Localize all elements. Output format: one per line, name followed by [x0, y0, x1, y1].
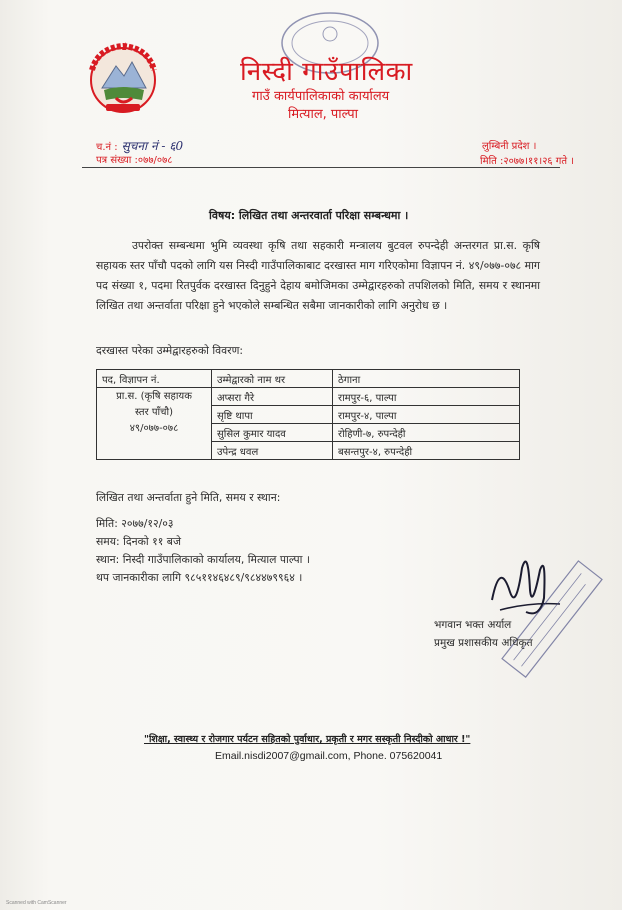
candidate-address: रोहिणी-७, रुपन्देही [333, 424, 520, 442]
letter-date: मिति :२०७७।११।२६ गते । [480, 156, 575, 167]
post-cell [97, 388, 212, 460]
letter-subject: विषय: लिखित तथा अन्तरवार्ता परिक्षा सम्बन्धमा । [209, 209, 409, 222]
post-line: स्तर पाँचौ) [135, 407, 173, 418]
letter-number: पत्र संख्या :०७७/०७८ [96, 155, 173, 166]
exam-time: समय: दिनको ११ बजे [96, 535, 181, 548]
column-header-post: पद, विज्ञापन नं. [97, 370, 212, 388]
footer-contact: Email.nisdi2007@gmail.com, Phone. 075620041 [215, 750, 443, 762]
office-name: निस्दी गाउँपालिका [240, 57, 413, 87]
candidate-name: उपेन्द्र धवल [212, 442, 333, 460]
signature-icon [470, 540, 610, 680]
column-header-name: उम्मेद्वारको नाम थर [212, 370, 333, 388]
candidate-address: रामपुर-४, पाल्पा [333, 406, 520, 424]
candidate-name: सुसिल कुमार यादव [212, 424, 333, 442]
candidate-name: अप्सरा गैरे [212, 388, 333, 406]
reference-number-label: च.नं : [96, 142, 118, 153]
post-line: प्रा.स. (कृषि सहायक [116, 391, 192, 402]
contact-info: थप जानकारीका लागि ९८५११४६४८९/९८४४७९९६४ । [96, 571, 303, 584]
office-location: मित्याल, पाल्पा [288, 107, 358, 122]
exam-place: स्थान: निस्दी गाउँपालिकाको कार्यालय, मित्याल पाल्पा । [96, 553, 310, 566]
nepal-emblem-icon [78, 40, 168, 116]
candidate-address: रामपुर-६, पाल्पा [333, 388, 520, 406]
footer-slogan: "शिक्षा, स्वास्थ्य र रोजगार पर्यटन सहितको पुर्वाधार, प्रकृती र मगर सस्कृती निस्दीको आधार !" [144, 734, 471, 745]
body-text: उपरोक्त सम्बन्धमा भुमि व्यवस्था कृषि तथा सहकारी मन्त्रालय बुटवल रुपन्देही अन्तरगत प्रा.स. कृषि सहायक स्तर पाँचौ पदको लागि यस निस्दी गाउँपालिकाबाट दरखास्त माग गरिएकोमा विज्ञापन नं. ४९/०७७-०७८ माग पद संख्या १, पदमा रितपुर्वक दरखास्त दिनुहुने देहाय बमोजिमका उम्मेद्वारहरुको तपशिलको मिति, समय र स्थानमा लिखित तथा अन्तर्वाता परिक्षा हुने भएकोले सम्बन्धित सबैमा जानकारीको लागि अनुरोध छ । [96, 239, 540, 312]
exam-details-heading: लिखित तथा अन्तर्वाता हुने मिति, समय र स्थान: [96, 491, 281, 504]
province: लुम्बिनी प्रदेश । [482, 141, 537, 152]
table-header-row [97, 370, 520, 388]
post-line: ४९/०७७-०७८ [129, 423, 179, 434]
candidates-table [96, 369, 520, 460]
signatory-name: भगवान भक्त अर्याल [434, 619, 512, 631]
table-row [97, 388, 520, 406]
body-paragraph [96, 236, 540, 316]
notice-number: सुचना नं - ६0 [121, 139, 184, 153]
office-subtitle: गाउँ कार्यपालिकाको कार्यालय [252, 89, 390, 104]
exam-date: मिति: २०७७/१२/०३ [96, 517, 174, 530]
signatory-title: प्रमुख प्रशासकीय अधिकृत [434, 637, 533, 649]
header-divider [82, 167, 560, 168]
scanner-watermark: Scanned with CamScanner [6, 900, 67, 906]
column-header-address: ठेगाना [333, 370, 520, 388]
candidate-list-heading: दरखास्त परेका उम्मेद्वारहरुको विवरण: [96, 344, 244, 357]
candidate-name: सृष्टि थापा [212, 406, 333, 424]
candidate-address: बसन्तपुर-४, रुपन्देही [333, 442, 520, 460]
